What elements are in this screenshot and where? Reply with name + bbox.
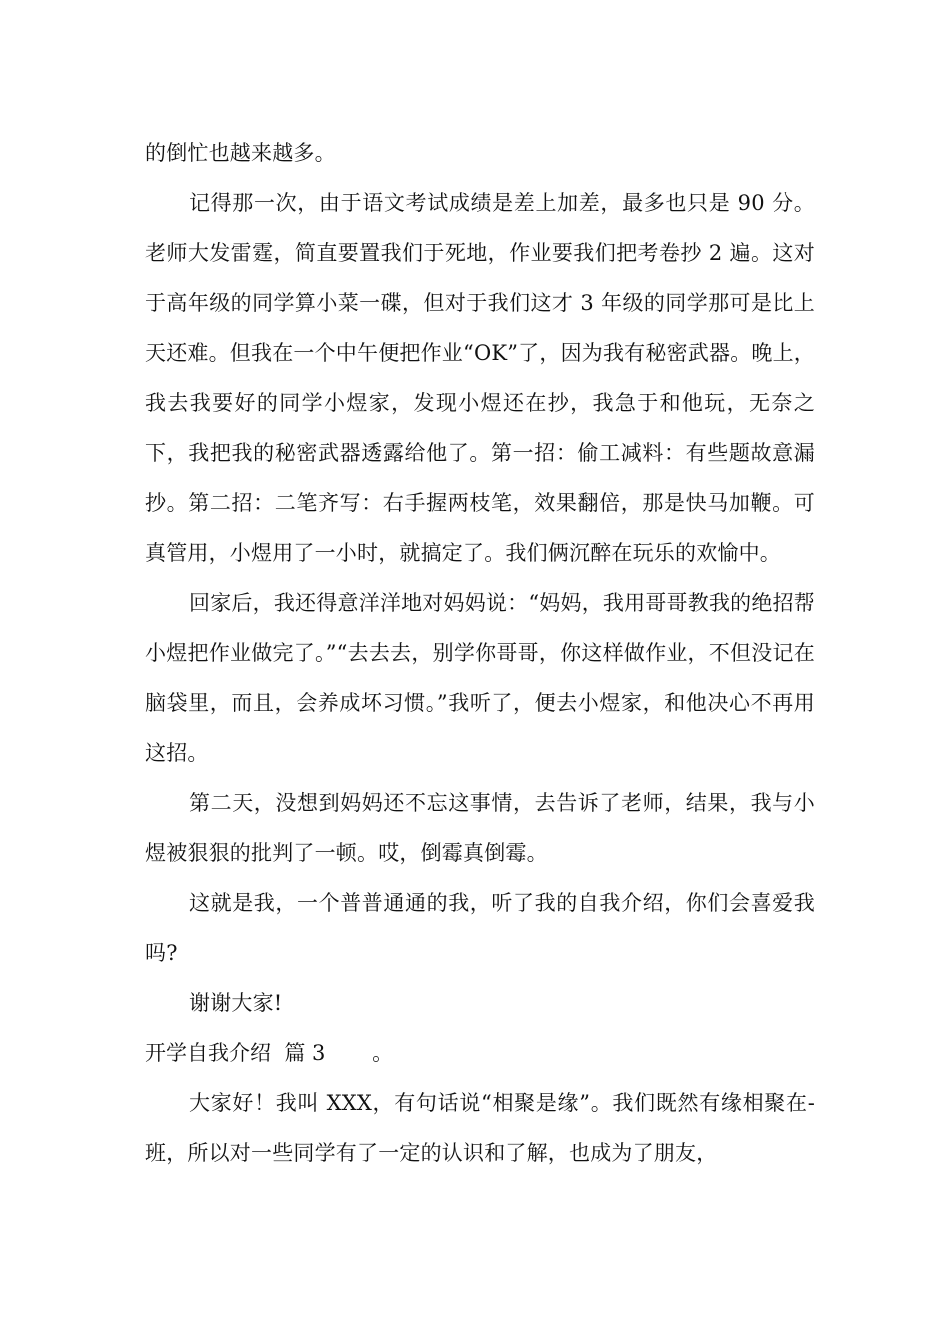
paragraph-continuation: 的倒忙也越来越多。 (145, 141, 336, 165)
section-heading: 开学自我介绍 篇 3 。 (145, 1041, 394, 1065)
paragraph-next-day: 第二天，没想到妈妈还不忘这事情，去告诉了老师，结果，我与小煜被狠狠的批判了一顿。哎，倒霉真倒霉。 (145, 791, 815, 865)
paragraph-home-story: 回家后，我还得意洋洋地对妈妈说：“妈妈，我用哥哥教我的绝招帮小煜把作业做完了。”“去去去，别学你哥哥，你这样做作业，不但没记在脑袋里，而且，会养成坏习惯。”我听了，便去小煜家，和他决心不再用这招。 (145, 591, 815, 765)
paragraph-thanks: 谢谢大家! (189, 991, 283, 1015)
paragraph-closing-question: 这就是我，一个普普通通的我，听了我的自我介绍，你们会喜爱我吗? (145, 891, 815, 965)
document-body (145, 128, 815, 1178)
paragraph-exam-story: 记得那一次，由于语文考试成绩是差上加差，最多也只是 90 分。老师大发雷霆，简直要置我们于死地，作业要我们把考卷抄 2 遍。这对于高年级的同学算小菜一碟，但对于我们这才 3 年级的同学那可是比上天还难。但我在一个中午便把作业“OK”了，因为我有秘密武器。晚上，我去我要好的同学小煜家，发现小煜还在抄，我急于和他玩，无奈之下，我把我的秘密武器透露给他了。第一招：偷工减料：有些题故意漏抄。第二招：二笔齐写：右手握两枝笔，效果翻倍，那是快马加鞭。可真管用，小煜用了一小时，就搞定了。我们俩沉醉在玩乐的欢愉中。 (145, 191, 815, 565)
paragraph-intro-start: 大家好！我叫 XXX，有句话说“相聚是缘”。我们既然有缘相聚在-班，所以对一些同学有了一定的认识和了解，也成为了朋友， (145, 1091, 815, 1165)
